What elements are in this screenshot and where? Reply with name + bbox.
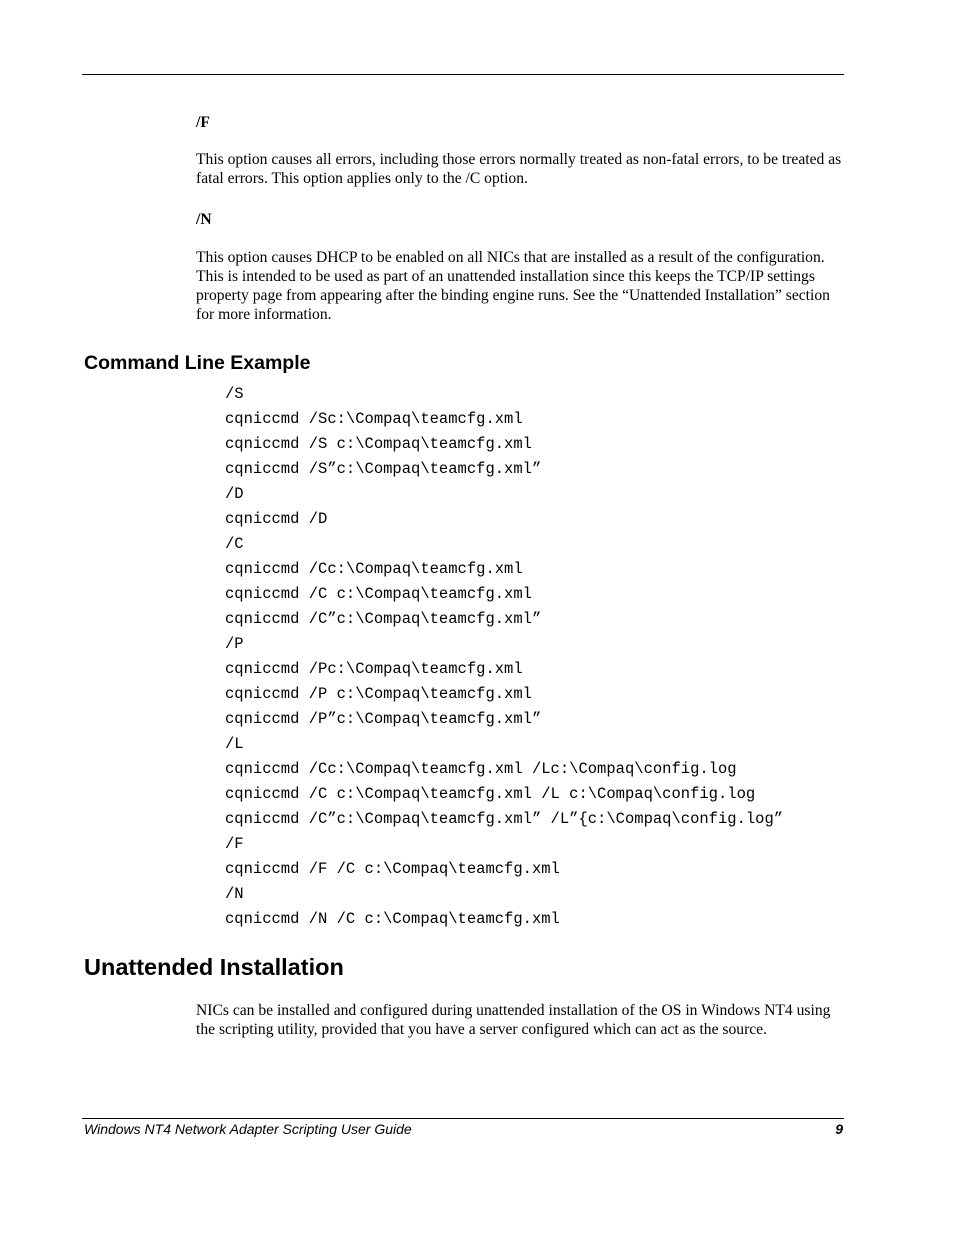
code-line: /D [225,485,244,503]
code-line: cqniccmd /C”c:\Compaq\teamcfg.xml” /L”{c:\Compaq\config.log” [225,810,784,828]
footer-rule [82,1118,844,1119]
option-n-description: This option causes DHCP to be enabled on all NICs that are installed as a result of the configuration. This is intended to be used as part of an unattended installation since this keeps the TCP/IP settings property page from appearing after the binding engine runs. See the “Unattended Installation” section for more information. [196,249,830,323]
footer-title: Windows NT4 Network Adapter Scripting User Guide [84,1121,412,1137]
unattended-installation-heading: Unattended Installation [84,954,344,980]
code-line: /N [225,885,244,903]
code-line: cqniccmd /C”c:\Compaq\teamcfg.xml” [225,610,542,628]
page-number: 9 [835,1121,843,1137]
code-line: cqniccmd /Sc:\Compaq\teamcfg.xml [225,410,523,428]
code-line: cqniccmd /S c:\Compaq\teamcfg.xml [225,435,532,453]
code-line: /C [225,535,244,553]
code-line: cqniccmd /Pc:\Compaq\teamcfg.xml [225,660,523,678]
code-line: cqniccmd /P c:\Compaq\teamcfg.xml [225,685,532,703]
command-line-example-code [225,382,783,932]
code-line: cqniccmd /F /C c:\Compaq\teamcfg.xml [225,860,560,878]
code-line: cqniccmd /N /C c:\Compaq\teamcfg.xml [225,910,560,928]
unattended-installation-text: NICs can be installed and configured during unattended installation of the OS in Windows NT4 using the scripting utility, provided that you have a server configured which can act as the source. [196,1002,831,1038]
code-line: cqniccmd /C c:\Compaq\teamcfg.xml [225,585,532,603]
command-line-example-heading: Command Line Example [84,352,311,374]
code-line: /F [225,835,244,853]
option-f-description: This option causes all errors, including those errors normally treated as non-fatal errors, to be treated as fatal errors. This option applies only to the /C option. [196,151,842,187]
code-line: cqniccmd /D [225,510,328,528]
code-line: cqniccmd /Cc:\Compaq\teamcfg.xml [225,560,523,578]
header-rule [82,74,844,75]
code-line: cqniccmd /P”c:\Compaq\teamcfg.xml” [225,710,542,728]
code-line: cqniccmd /Cc:\Compaq\teamcfg.xml /Lc:\Compaq\config.log [225,760,737,778]
code-line: cqniccmd /S”c:\Compaq\teamcfg.xml” [225,460,542,478]
option-f-heading: /F [196,114,210,131]
code-line: /S [225,385,244,403]
code-line: cqniccmd /C c:\Compaq\teamcfg.xml /L c:\Compaq\config.log [225,785,756,803]
code-line: /L [225,735,244,753]
option-n-heading: /N [196,211,212,228]
code-line: /P [225,635,244,653]
